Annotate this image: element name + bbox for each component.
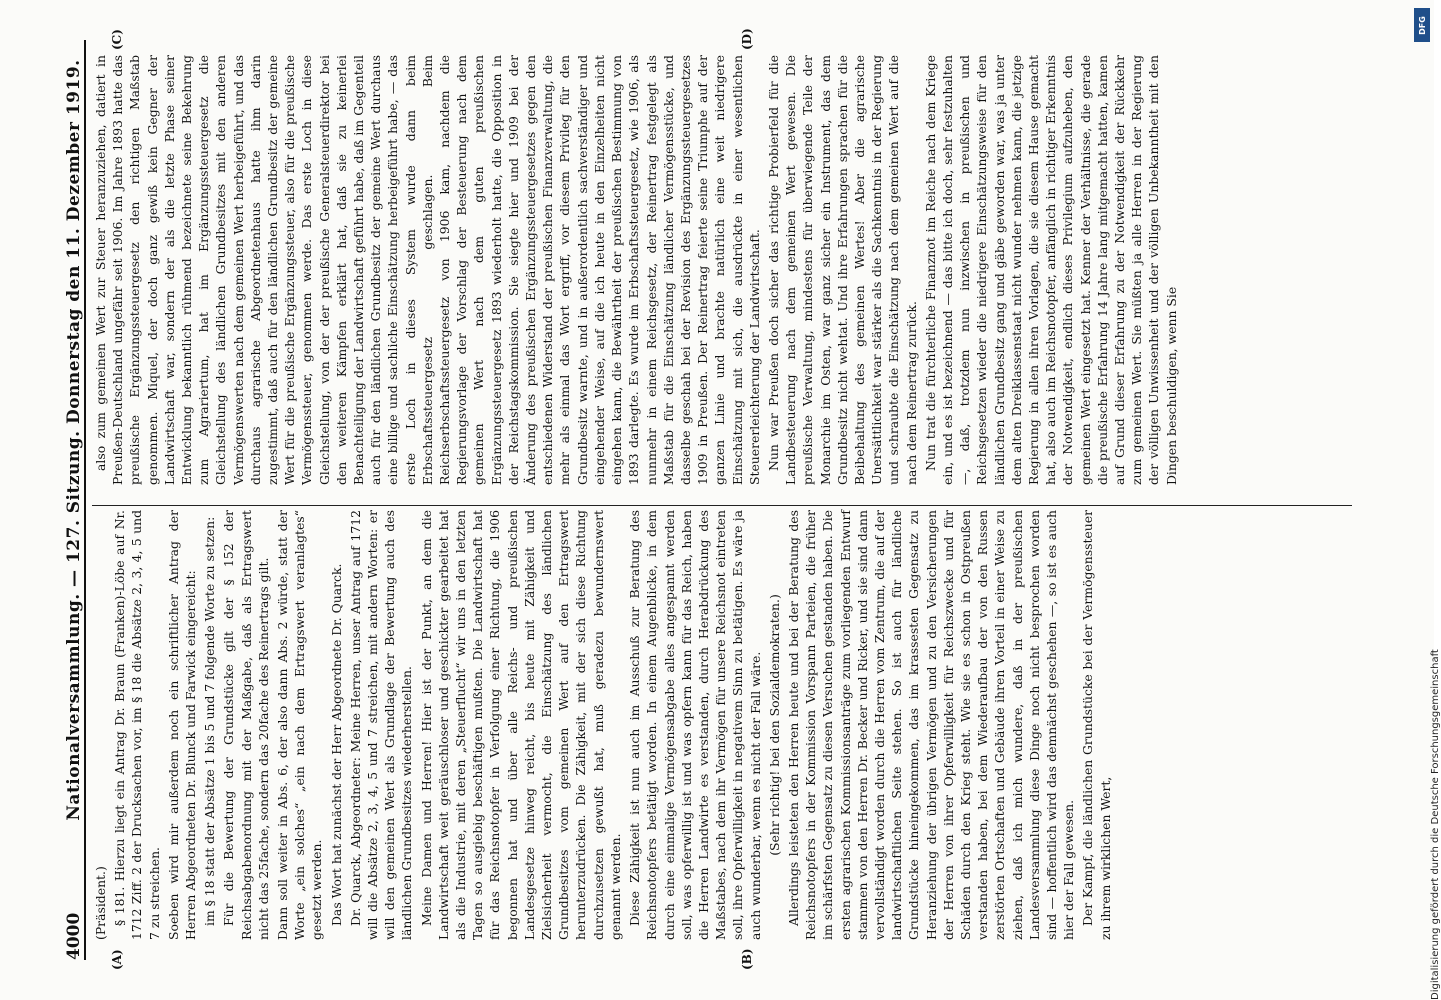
side-note-text: Digitalisierung gefördert durch die Deutsche Forschungsgemeinschaft (1430, 649, 1441, 1000)
paragraph: Diese Zähigkeit ist nun auch im Ausschuß zur Beratung des Reichsnotopfers betätigt worden. In einem Augenblicke, in dem durch eine einmalige Vermögensabgabe alles angespannt werden soll, was opferwillig ist und was opfern kann für das Reich, haben die Herren Landwirte es verstanden, durch Herabdrückung des Maßstabes, nach dem ihr Vermögen für unsere Reichsnot eintreten soll, ihre Opferwilligkeit in negativem Sinn zu betätigen. Es wäre ja auch wunderbar, wenn es nicht der Fall wäre. (627, 510, 763, 940)
paragraph: Nun war Preußen doch sicher das richtige Probierfeld für die Landbesteuerung nach dem gemeinen Wert gewesen. Die preußische Verwaltung, mindestens für überwiegende Teile der Monarchie im Osten, war ganz sicher ein Instrument, das dem Grundbesitz nicht wehtat. Und ihre Erfahrungen sprachen für die Beibehaltung des gemeinen Wertes! Aber die agrarische Unersättlichkeit war stärker als die Sachkenntnis in der Regierung und schraubte die Einschätzung nach dem gemeinen Wert auf die nach dem Reinertrag zurück. (765, 55, 919, 485)
page-number: 4000 (64, 912, 84, 960)
paragraph: Soeben wird mir außerdem noch ein schriftlicher Antrag der Herren Abgeordneten Dr. Blunck und Farwick eingereicht: (165, 510, 199, 940)
margin-marker-c: (C) (110, 29, 124, 50)
dfg-logo-text: DFG (1417, 15, 1427, 35)
paragraph: Das Wort hat zunächst der Herr Abgeordnete Dr. Quarck. (328, 563, 344, 926)
paragraph: im § 18 statt der Absätze 1 bis 5 und 7 folgende Worte zu setzen: (202, 516, 218, 926)
paragraph: Dr. Quarck, Abgeordneter: Meine Herren, unser Antrag auf 1712 will die Absätze 2, 3, 4, 5 und 7 streichen, mit andern Worten: er will den gemeinen Wert als Grundlage der Bewertung auch des ländlichen Grundbesitzes wiederherstellen. (347, 510, 415, 940)
paragraph: Der Kampf, die ländlichen Grundstücke bei der Vermögenssteuer zu ihrem wirklichen Wert, (1080, 510, 1113, 940)
paragraph: Nun trat die fürchterliche Finanznot im Reiche nach dem Kriege ein, und es ist bezeichnend — das bitte ich doch, sehr festzuhalten —, daß, trotzdem nun inzwischen in preußischen und Reichsgesetzen wieder die niedrigere Einschätzungsweise für den ländlichen Grundbesitz gang und gäbe geworden war, was ja unter dem alten Dreiklassenstaat nicht wunder nehmen kann, die jetzige Regierung in allen ihren Vorlagen, die sie diesem Hause gemacht hat, also auch im Reichsnotopfer, anfänglich in richtiger Erkenntnis der Notwendigkeit, endlich dieses Privilegium aufzuheben, den gemeinen Wert eingesetzt hat. Kenner der Verhältnisse, die gerade die preußische Erfahrung 14 Jahre lang mitgemacht hatten, kamen auf Grund dieser Erfahrung zu der Notwendigkeit der Rückkehr zum gemeinen Wert. Sie müßten ja alle Herren in der Regierung der völligen Unwissenheit und der völligen Unbekanntheit mit den Dingen beschuldigen, wenn Sie (922, 55, 1179, 485)
paragraph: (Präsident.) (93, 866, 108, 940)
right-column (92, 55, 1182, 485)
margin-marker-a: (A) (110, 949, 124, 970)
margin-marker-b: (B) (740, 948, 754, 970)
dfg-logo (1414, 8, 1430, 42)
page-title: Nationalversammlung. — 127. Sitzung. Donnerstag den 11. Dezember 1919. (64, 59, 84, 821)
paragraph: Für die Bewertung der Grundstücke gilt der § 152 der Reichsabgabenordnung mit der Maßgabe, daß als Ertragswert nicht das 25fache, sondern das 20fache des Reinertrags gilt. (221, 510, 271, 940)
paragraph: Meine Damen und Herren! Hier ist der Punkt, an dem die Landwirtschaft weit geräuschloser und geschickter gearbeitet hat als die Industrie, mit deren „Steuerflucht“ wir uns in den letzten Tagen so ausgiebig beschäftigen mußten. Die Landwirtschaft hat für das Reichsnotopfer in Verfolgung einer Richtung, die 1906 begonnen hat und über alle Reichs- und preußischen Landesgesetze hinweg reicht, bis heute mit Zähigkeit und Zielsicherheit vermocht, die Einschätzung des ländlichen Grundbesitzes vom gemeinen Wert auf den Ertragswert herunterzudrücken. Die Zähigkeit, mit der sich diese Richtung durchzusetzen gewußt hat, muß geradezu bewundernswert genannt werden. (418, 510, 623, 940)
left-column (92, 510, 1116, 940)
paragraph: also zum gemeinen Wert zur Steuer heranzuziehen, datiert in Preußen-Deutschland ungefähr seit 1906. Im Jahre 1893 hatte das preußische Ergänzungssteuergesetz den richtigen Maßstab genommen. Miquel, der doch ganz gewiß kein Gegner der Landwirtschaft war, sondern der als die letzte Phase seiner Entwicklung bekanntlich rühmend bezeichnete seine Bekehrung zum Agrariertum, hat im Ergänzungssteuergesetz die Gleichstellung des ländlichen Grundbesitzes mit den anderen Vermögenswerten nach dem gemeinen Wert herbeigeführt, und das durchaus agrarische Abgeordnetenhaus hatte ihm darin zugestimmt, daß auch für den ländlichen Grundbesitz der gemeine Wert für die preußische Ergänzungssteuer, also für die preußische Vermögenssteuer, genommen werde. Das erste Loch in diese Gleichstellung, von der der preußische Generalsteuerdirektor bei den weiteren Kämpfen erklärt hat, daß sie zu keinerlei Benachteiligung der Landwirtschaft geführt habe, daß im Gegenteil auch für den ländlichen Grundbesitz der gemeine Wert durchaus eine billige und sachliche Einschätzung herbeigeführt habe, — das erste Loch in dieses System wurde dann beim Erbschaftssteuergesetz geschlagen. Beim Reichserbschaftssteuergesetz von 1906 kam, nachdem die Regierungsvorlage der Vorschlag der Besteuerung nach dem gemeinen Wert nach dem guten preußischen Ergänzungssteuergesetz 1893 wiederholt hatte, die Opposition in der Reichstagskommission. Sie siegte hier und 1909 bei der Änderung des preußischen Ergänzungssteuergesetzes gegen den entschiedenen Widerstand der preußischen Finanzverwaltung, die mehr als einmal das Wort ergriff, vor diesem Privileg für den Grundbesitz warnte, und in außerordentlich sachverständiger und eingehender Weise, auf die ich heute in den Einzelheiten nicht eingehen kann, die Bewährtheit der preußischen Bestimmung von 1893 darlegte. Es wurde im Erbschaftssteuergesetz, wie 1906, als nunmehr in einem Reichsgesetz, der Reinertrag festgelegt als Maßstab für die Einschätzung ländlicher Vermögensstücke, und dasselbe geschah bei der Revision des Ergänzungssteuergesetzes 1909 in Preußen. Der Reinertrag feierte seine Triumphe auf der ganzen Linie und brachte natürlich eine weit niedrigere Einschätzung mit sich, die ausdrückte in einer wesentlichen Steuererleichterung der Landwirtschaft. (93, 55, 762, 485)
margin-marker-d: (D) (740, 28, 754, 50)
side-note (1408, 0, 1441, 1000)
column-divider (92, 505, 1352, 506)
paragraph: Allerdings leisteten den Herren heute und bei der Beratung des Reichsnotopfers in der Kommission Vorspann Parteien, die früher im schärfsten Gegensatz zu diesen Versuchen gestanden haben. Die ersten agrarischen Kommissionsanträge zum vorliegenden Entwurf stammen von den Herren Dr. Becker und Ricker, und sie sind dann vervollständigt worden durch die Herren vom Zentrum, die auf der landwirtschaftlichen Seite stehen. So ist auch für ländliche Grundstücke hineingekommen, das im krassesten Gegensatz zu Heranziehung der übrigen Vermögen und zu den Versicherungen der Herren von ihrer Opferwilligkeit für Reichszwecke und für Schäden durch den Krieg steht. Wie sie es schon in Ostpreußen verstanden haben, bei dem Wiederaufbau der von den Russen zerstörten Ortschaften und Gebäude ihren Vorteil in einer Weise zu ziehen, daß ich mich wundere, daß in der preußischen Landesversammlung diese Dinge noch nicht besprochen worden sind — hoffentlich wird das demnächst geschehen —, so ist es auch hier der Fall gewesen. (785, 510, 1077, 940)
paragraph: § 181. Hierzu liegt ein Antrag Dr. Braun (Franken)-Löbe auf Nr. 1712 Ziff. 2 der Drucksachen vor, im § 18 die Absätze 2, 3, 4, 5 und 7 zu streichen. (112, 510, 162, 940)
page-header (50, 40, 86, 960)
paragraph: Dann soll weiter in Abs. 6, der also dann Abs. 2 würde, statt der Worte „ein solches“ „ein nach dem Ertragswert veranlagtes“ gesetzt werden. (275, 510, 325, 940)
paragraph: (Sehr richtig! bei den Sozialdemokraten.) (766, 594, 782, 856)
